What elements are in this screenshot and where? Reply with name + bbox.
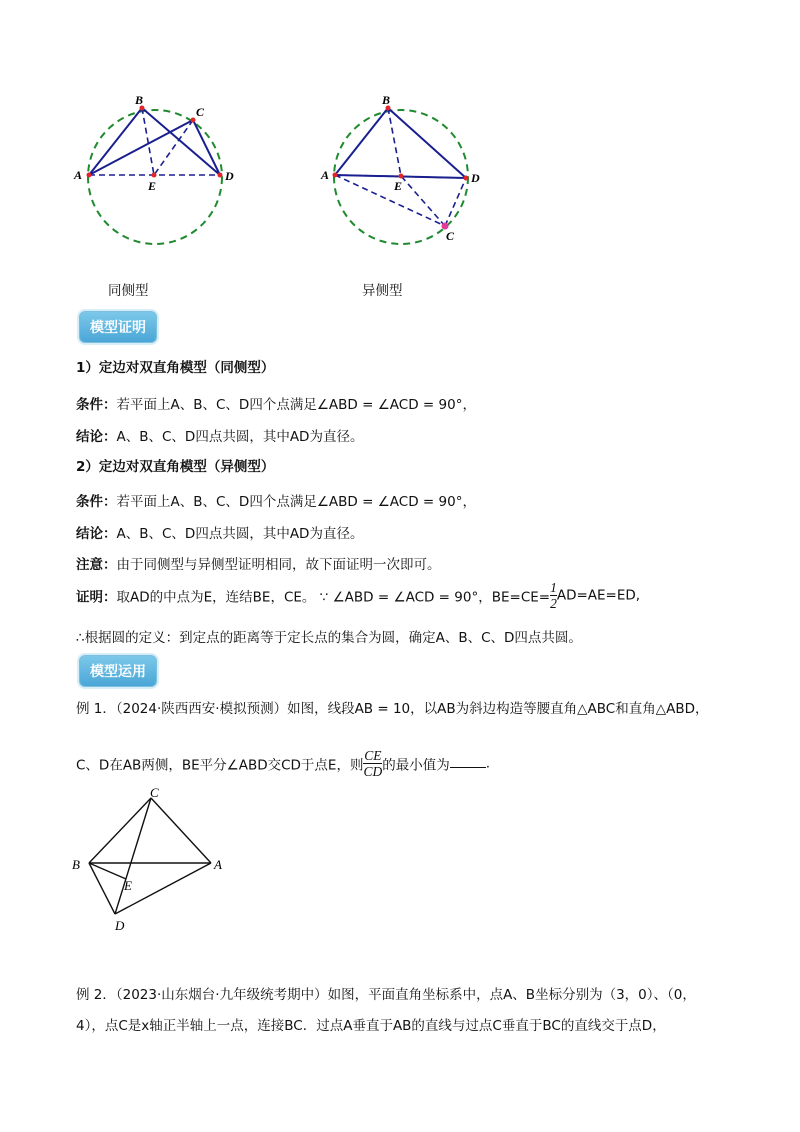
condition-label: 条件： (76, 397, 117, 413)
heading-opposite-side-model: 2）定边对双直角模型（异侧型） (76, 459, 275, 475)
example-1-fraction (363, 748, 382, 779)
label-d: D (115, 918, 125, 933)
segment-bd (89, 863, 115, 914)
label-d: D (225, 169, 234, 183)
example-1-end: . (485, 755, 491, 772)
figure-same-side (60, 90, 260, 255)
badge-model-proof: 模型证明 (79, 311, 157, 343)
figure-opposite-side (310, 90, 510, 250)
example-1-line-1: 例 1．（2024·陕西西安·模拟预测）如图，线段AB = 10，以AB为斜边构造等腰直角△ABC和直角△ABD， (76, 701, 709, 717)
point-d (218, 173, 223, 178)
fraction-numerator: CE (364, 748, 382, 763)
label-c: C (196, 105, 205, 119)
conclusion-2 (76, 522, 363, 542)
segment-ca (151, 798, 211, 863)
proof-text-2: AD=AE=ED, (556, 587, 641, 604)
point-a (333, 173, 338, 178)
label-e: E (148, 179, 157, 193)
answer-blank[interactable] (450, 755, 486, 768)
conclusion-label: 结论： (76, 526, 117, 542)
label-b: B (72, 857, 80, 872)
label-d: D (471, 171, 480, 185)
label-c: C (150, 785, 159, 800)
segment-cd (115, 798, 151, 914)
label-e: E (124, 878, 132, 893)
conclusion-label: 结论： (76, 429, 117, 445)
therefore-line: ∴根据圆的定义：到定点的距离等于定长点的集合为圆，确定A、B、C、D四点共圆。 (76, 630, 582, 646)
condition-label: 条件： (76, 494, 117, 510)
conclusion-1 (76, 425, 363, 445)
segment-ac-dashed (335, 175, 445, 226)
segment-ab (335, 108, 388, 175)
label-a: A (74, 168, 83, 182)
label-c: C (446, 229, 455, 243)
heading-same-side-model: 1）定边对双直角模型（同侧型） (76, 360, 275, 376)
example-1-text-b: 的最小值为 (382, 757, 450, 774)
point-a (87, 173, 92, 178)
condition-text: 若平面上A、B、C、D四个点满足∠ABD = ∠ACD = 90°， (116, 397, 476, 413)
condition-1 (76, 393, 476, 413)
point-e (152, 173, 157, 178)
note (76, 553, 441, 573)
segment-bc (89, 798, 151, 863)
segment-ab (89, 108, 142, 175)
label-b: B (382, 93, 391, 107)
caption-opposite-side: 异侧型 (362, 283, 403, 299)
fraction-denominator: 2 (550, 596, 557, 611)
point-e (399, 174, 404, 179)
example-1-text-a: C、D在AB两侧，BE平分∠ABD交CD于点E，则 (76, 757, 364, 774)
proof-label: 证明： (76, 589, 117, 606)
condition-2 (76, 490, 476, 510)
segment-ac (89, 120, 193, 175)
segment-ce-dashed (401, 176, 445, 226)
conclusion-text: A、B、C、D四点共圆，其中AD为直径。 (116, 526, 364, 542)
segment-be (89, 863, 126, 879)
badge-model-usage: 模型运用 (79, 655, 157, 687)
fraction-numerator: 1 (550, 580, 557, 595)
example-2-line-2: 4），点C是x轴正半轴上一点，连接BC．过点A垂直于AB的直线与过点C垂直于BC的直线交于点D， (76, 1018, 666, 1034)
label-a: A (214, 857, 222, 872)
note-label: 注意： (76, 557, 117, 573)
label-b: B (135, 93, 144, 107)
caption-same-side: 同侧型 (108, 283, 149, 299)
proof-fraction (550, 580, 557, 611)
figure-example-1 (60, 780, 250, 940)
fraction-denominator: CD (363, 764, 383, 779)
conclusion-text: A、B、C、D四点共圆，其中AD为直径。 (116, 429, 364, 445)
label-e: E (394, 179, 403, 193)
example-1-line-2 (76, 748, 490, 779)
point-c (191, 118, 196, 123)
proof-text-1: 取AD的中点为E，连结BE，CE。 ∵ ∠ABD = ∠ACD = 90°，BE=CE= (116, 589, 551, 606)
condition-text: 若平面上A、B、C、D四个点满足∠ABD = ∠ACD = 90°， (116, 494, 476, 510)
example-2-line-1: 例 2．（2023·山东烟台·九年级统考期中）如图，平面直角坐标系中，点A、B坐标分别为（3，0）、（0， (76, 987, 696, 1003)
note-text: 由于同侧型与异侧型证明相同，故下面证明一次即可。 (116, 557, 441, 573)
label-a: A (321, 168, 330, 182)
proof (76, 580, 640, 611)
point-d (464, 176, 469, 181)
